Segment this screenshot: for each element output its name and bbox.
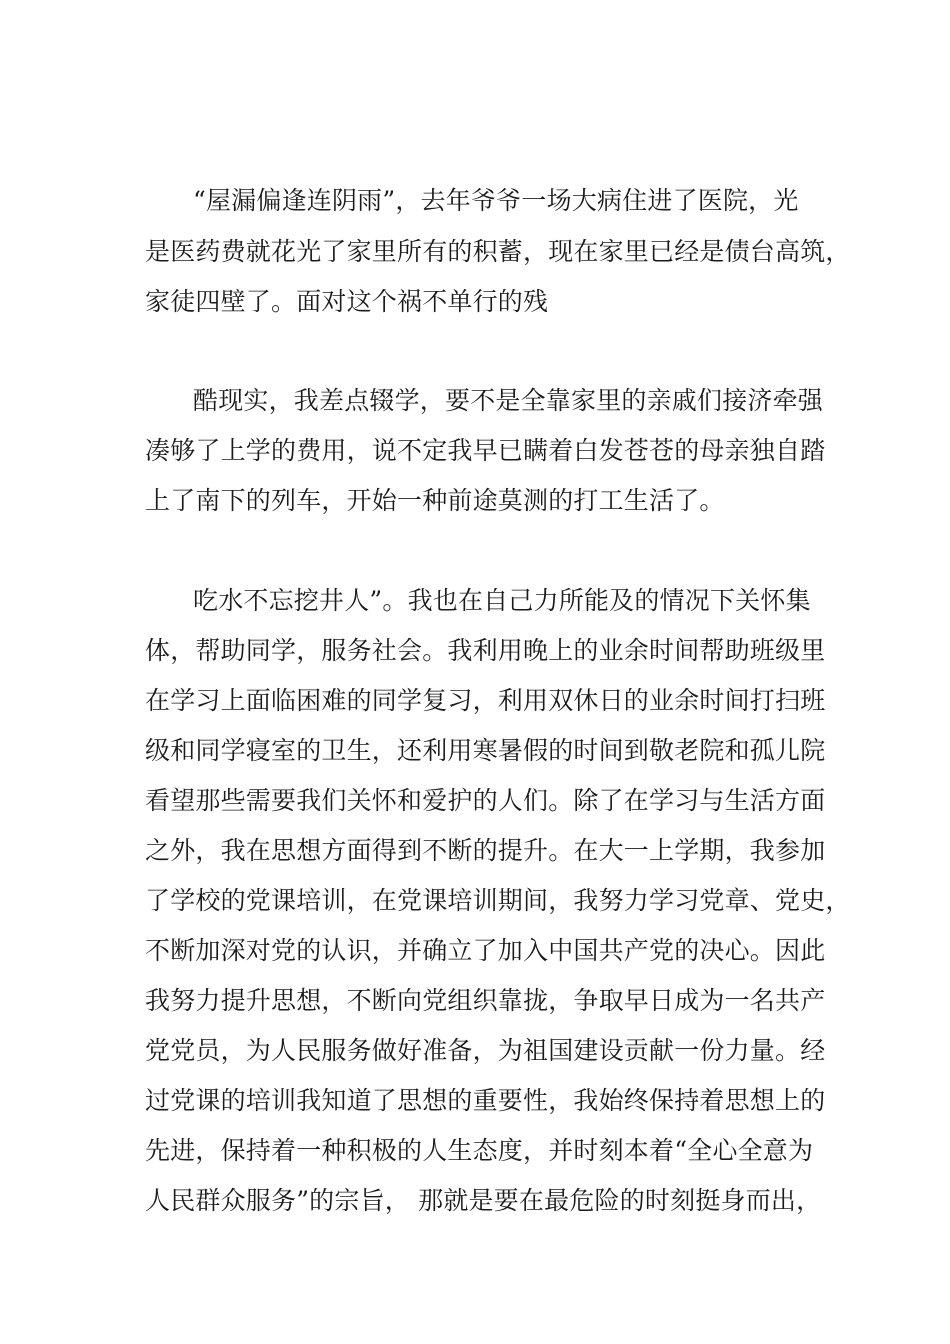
text-line: 凑够了上学的费用，说不定我早已瞒着白发苍苍的母亲独自踏	[145, 436, 826, 465]
text-line: 了学校的党课培训，在党课培训期间，我努力学习党章、党史，	[145, 886, 851, 915]
text-line: 体，帮助同学，服务社会。我利用晚上的业余时间帮助班级里	[145, 636, 826, 665]
text-line: 过党课的培训我知道了思想的重要性，我始终保持着思想上的	[145, 1086, 826, 1115]
text-line: 之外，我在思想方面得到不断的提升。在大一上学期，我参加	[145, 836, 826, 865]
text-line: 酷现实，我差点辍学，要不是全靠家里的亲戚们接济牵强	[193, 386, 824, 415]
text-line: “屋漏偏逢连阴雨”，去年爷爷一场大病住进了医院，光	[193, 186, 799, 215]
text-line: 先进，保持着一种积极的人生态度，并时刻本着“全心全意为	[145, 1136, 814, 1165]
text-line: 家徒四壁了。面对这个祸不单行的残	[145, 287, 549, 316]
text-line: 上了南下的列车，开始一种前途莫测的打工生活了。	[145, 486, 725, 515]
text-line: 看望那些需要我们关怀和爱护的人们。除了在学习与生活方面	[145, 786, 826, 815]
text-line: 我努力提升思想，不断向党组织靠拢，争取早日成为一名共产	[145, 986, 826, 1015]
text-line: 是医药费就花光了家里所有的积蓄，现在家里已经是债台高筑，	[145, 237, 851, 266]
text-line: 不断加深对党的认识，并确立了加入中国共产党的决心。因此	[145, 936, 826, 965]
text-line: 级和同学寝室的卫生，还利用寒暑假的时间到敬老院和孤儿院	[145, 736, 826, 765]
text-line: 吃水不忘挖井人”。我也在自己力所能及的情况下关怀集	[193, 586, 811, 615]
text-line: 在学习上面临困难的同学复习，利用双休日的业余时间打扫班	[145, 686, 826, 715]
text-line: 人民群众服务”的宗旨， 那就是要在最危险的时刻挺身而出，	[145, 1186, 822, 1215]
text-line: 党党员，为人民服务做好准备，为祖国建设贡献一份力量。经	[145, 1036, 826, 1065]
